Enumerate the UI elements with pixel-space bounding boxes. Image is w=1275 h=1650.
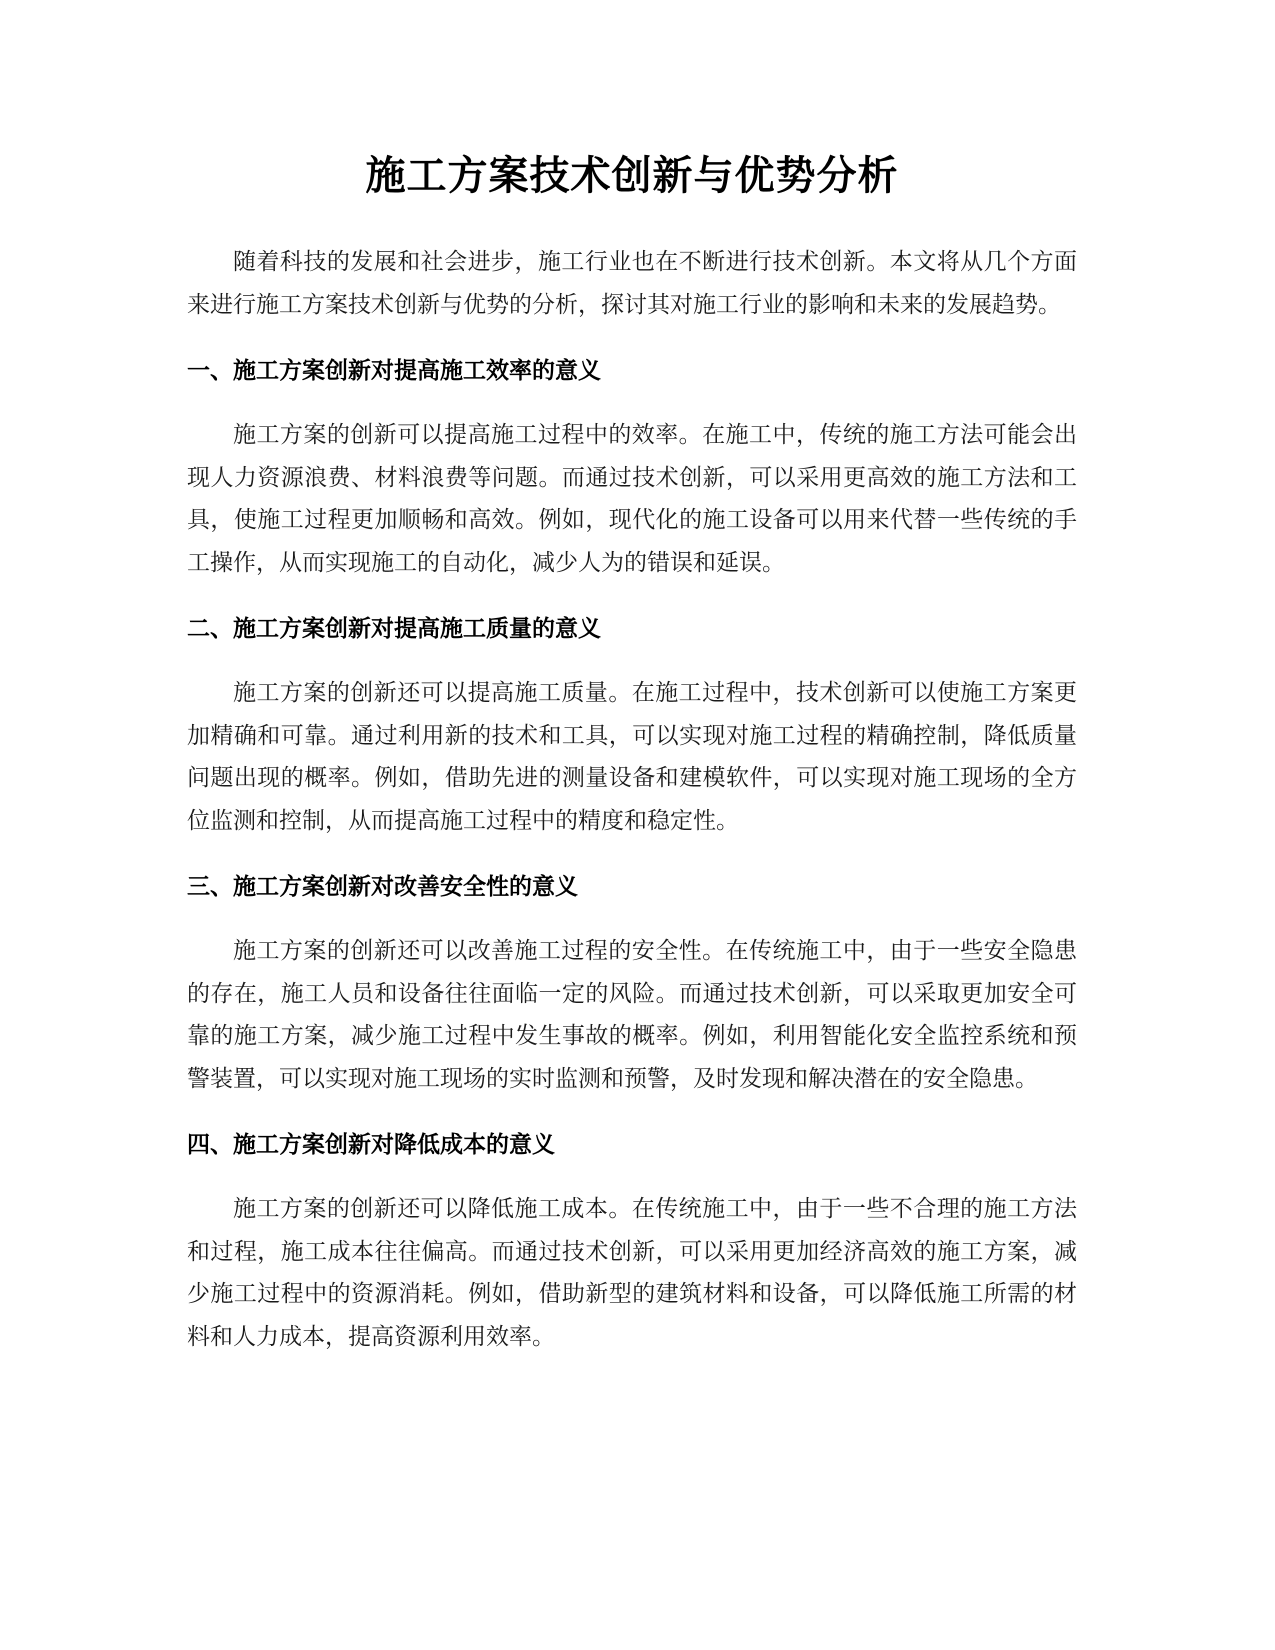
section-heading-efficiency: 一、施工方案创新对提高施工效率的意义 [187, 358, 601, 384]
section-body-cost: 施工方案的创新还可以降低施工成本。在传统施工中，由于一些不合理的施工方法和过程，施工成本往往偏高。而通过技术创新，可以采用更加经济高效的施工方案，减少施工过程中的资源消耗。例如，借助新型的建筑材料和设备，可以降低施工所需的材料和人力成本，提高资源利用效率。 [187, 1196, 1077, 1350]
page-title: 施工方案技术创新与优势分析 [365, 153, 899, 199]
section-heading-cost: 四、施工方案创新对降低成本的意义 [187, 1132, 555, 1158]
section-body-safety: 施工方案的创新还可以改善施工过程的安全性。在传统施工中，由于一些安全隐患的存在，施工人员和设备往往面临一定的风险。而通过技术创新，可以采取更加安全可靠的施工方案，减少施工过程中发生事故的概率。例如，利用智能化安全监控系统和预警装置，可以实现对施工现场的实时监测和预警，及时发现和解决潜在的安全隐患。 [187, 938, 1077, 1092]
document-content [187, 148, 1077, 1358]
section-body-efficiency: 施工方案的创新可以提高施工过程中的效率。在施工中，传统的施工方法可能会出现人力资源浪费、材料浪费等问题。而通过技术创新，可以采用更高效的施工方法和工具，使施工过程更加顺畅和高效。例如，现代化的施工设备可以用来代替一些传统的手工操作，从而实现施工的自动化，减少人为的错误和延误。 [187, 422, 1077, 576]
section-body-quality: 施工方案的创新还可以提高施工质量。在施工过程中，技术创新可以使施工方案更加精确和可靠。通过利用新的技术和工具，可以实现对施工过程的精确控制，降低质量问题出现的概率。例如，借助先进的测量设备和建模软件，可以实现对施工现场的全方位监测和控制，从而提高施工过程中的精度和稳定性。 [187, 680, 1077, 834]
section-heading-quality: 二、施工方案创新对提高施工质量的意义 [187, 616, 601, 642]
section-heading-safety: 三、施工方案创新对改善安全性的意义 [187, 874, 578, 900]
intro-paragraph: 随着科技的发展和社会进步，施工行业也在不断进行技术创新。本文将从几个方面来进行施工方案技术创新与优势的分析，探讨其对施工行业的影响和未来的发展趋势。 [187, 249, 1077, 318]
